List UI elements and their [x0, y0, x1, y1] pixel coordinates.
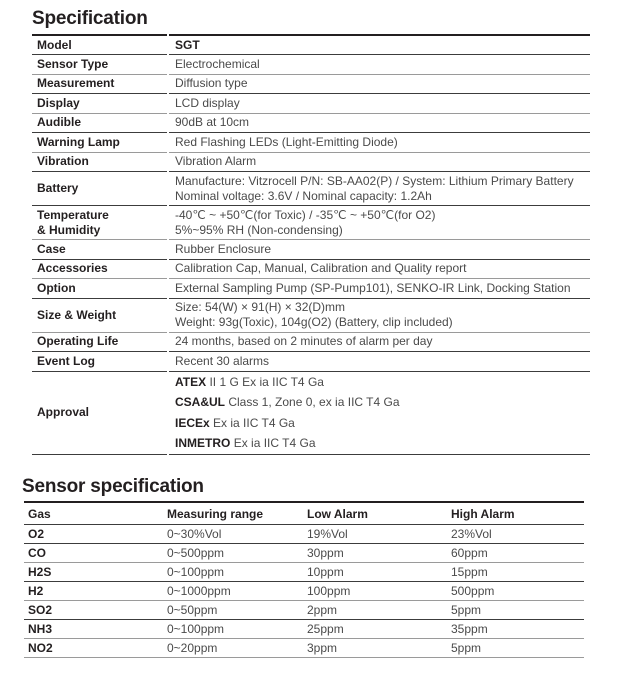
gas-name: H2 [28, 583, 44, 598]
spec-row-audible [32, 113, 590, 133]
measuring-range: 0~1000ppm [167, 583, 231, 598]
high-alarm: 15ppm [451, 564, 488, 579]
spec-value-line: 5%~95% RH (Non-condensing) [175, 222, 343, 237]
gas-name: NO2 [28, 640, 53, 655]
low-alarm: 10ppm [307, 564, 344, 579]
spec-value: Diffusion type [175, 76, 248, 91]
spec-label: Model [32, 35, 168, 55]
low-alarm: 19%Vol [307, 526, 348, 541]
specification-title: Specification [32, 8, 148, 29]
sensor-row-h2 [24, 582, 584, 601]
sensor-row-o2 [24, 525, 584, 544]
approval-inmetro [175, 433, 590, 454]
low-alarm: 30ppm [307, 545, 344, 560]
sensor-specification-title: Sensor specification [22, 476, 204, 497]
spec-value: Calibration Cap, Manual, Calibration and Quality report [175, 261, 467, 276]
approval-name: CSA&UL [175, 395, 225, 409]
spec-row-size-weight [32, 298, 590, 332]
spec-value [168, 172, 590, 206]
low-alarm: 100ppm [307, 583, 351, 598]
spec-row-vibration [32, 152, 590, 172]
spec-label-line: & Humidity [37, 222, 101, 237]
spec-row-approval [32, 371, 590, 454]
measuring-range: 0~50ppm [167, 602, 218, 617]
approval-value: Ex ia IIC T4 Ga [209, 415, 295, 430]
approval-atex [175, 372, 590, 393]
high-alarm: 23%Vol [451, 526, 492, 541]
spec-value-line: Nominal voltage: 3.6V / Nominal capacity: 1.2Ah [175, 188, 432, 203]
spec-label: Accessories [32, 259, 168, 279]
header-high-alarm: High Alarm [451, 506, 515, 521]
high-alarm: 5ppm [451, 602, 482, 617]
spec-label [32, 206, 168, 240]
approval-csa-ul [175, 392, 590, 413]
spec-value: SGT [175, 37, 200, 52]
measuring-range: 0~20ppm [167, 640, 218, 655]
gas-name: SO2 [28, 602, 53, 617]
spec-value: 24 months, based on 2 minutes of alarm per day [175, 334, 433, 349]
gas-name: O2 [28, 526, 45, 541]
spec-value: Rubber Enclosure [175, 241, 272, 256]
spec-row-model [32, 35, 590, 55]
spec-value-line: -40℃ ~ +50℃(for Toxic) / -35℃ ~ +50℃(for O2) [175, 207, 436, 222]
header-low-alarm: Low Alarm [307, 506, 368, 521]
sensor-row-co [24, 544, 584, 563]
spec-label: Sensor Type [32, 55, 168, 75]
spec-value: Vibration Alarm [175, 154, 257, 169]
high-alarm: 35ppm [451, 621, 488, 636]
sensor-row-h2s [24, 563, 584, 582]
spec-row-event-log [32, 352, 590, 372]
spec-label: Approval [32, 371, 168, 454]
spec-row-case [32, 240, 590, 260]
approval-value: II 1 G Ex ia IIC T4 Ga [206, 374, 324, 389]
approval-value: Class 1, Zone 0, ex ia IIC T4 Ga [228, 395, 400, 409]
specification-table [32, 34, 590, 455]
header-gas: Gas [28, 506, 51, 521]
spec-label: Warning Lamp [32, 133, 168, 153]
spec-label: Vibration [32, 152, 168, 172]
spec-label: Option [32, 279, 168, 299]
approval-name: IECEx [175, 415, 210, 430]
sensor-header-row [24, 502, 584, 525]
sensor-row-nh3 [24, 620, 584, 639]
spec-label: Display [32, 94, 168, 114]
spec-row-option [32, 279, 590, 299]
header-measuring-range: Measuring range [167, 506, 264, 521]
high-alarm: 5ppm [451, 640, 482, 655]
spec-row-operating-life [32, 332, 590, 352]
spec-label: Operating Life [32, 332, 168, 352]
measuring-range: 0~100ppm [167, 621, 225, 636]
spec-value-line: Manufacture: Vitzrocell P/N: SB-AA02(P) / System: Lithium Primary Battery [175, 173, 574, 188]
spec-label: Audible [32, 113, 168, 133]
spec-label-line: Temperature [37, 207, 109, 222]
spec-value-line: Size: 54(W) × 91(H) × 32(D)mm [175, 300, 346, 314]
spec-value: LCD display [175, 95, 240, 110]
sensor-row-no2 [24, 639, 584, 658]
spec-value: Red Flashing LEDs (Light-Emitting Diode) [175, 134, 398, 149]
spec-label: Size & Weight [32, 298, 168, 332]
spec-value: 90dB at 10cm [175, 115, 250, 130]
spec-row-measurement [32, 74, 590, 94]
gas-name: NH3 [28, 621, 53, 636]
spec-value [168, 298, 590, 332]
gas-name: H2S [28, 564, 52, 579]
spec-row-sensor-type [32, 55, 590, 75]
sensor-row-so2 [24, 601, 584, 620]
approval-name: ATEX [175, 374, 207, 389]
measuring-range: 0~100ppm [167, 564, 225, 579]
approval-value: Ex ia IIC T4 Ga [233, 436, 316, 450]
spec-row-display [32, 94, 590, 114]
spec-value: Recent 30 alarms [175, 353, 270, 368]
approval-iecex [175, 413, 590, 434]
spec-row-warning-lamp [32, 133, 590, 153]
spec-label: Measurement [32, 74, 168, 94]
spec-row-accessories [32, 259, 590, 279]
spec-row-temperature-humidity [32, 206, 590, 240]
spec-label: Battery [32, 172, 168, 206]
sensor-specification-table [24, 501, 584, 658]
measuring-range: 0~500ppm [167, 545, 225, 560]
spec-value [168, 371, 590, 454]
measuring-range: 0~30%Vol [167, 526, 222, 541]
spec-value-line: Weight: 93g(Toxic), 104g(O2) (Battery, clip included) [175, 315, 453, 329]
high-alarm: 500ppm [451, 583, 495, 598]
spec-label: Event Log [32, 352, 168, 372]
low-alarm: 2ppm [307, 602, 338, 617]
spec-row-battery [32, 172, 590, 206]
high-alarm: 60ppm [451, 545, 488, 560]
spec-value: Electrochemical [175, 56, 260, 71]
spec-value: External Sampling Pump (SP-Pump101), SENKO-IR Link, Docking Station [175, 280, 571, 295]
low-alarm: 25ppm [307, 621, 344, 636]
spec-value [168, 206, 590, 240]
low-alarm: 3ppm [307, 640, 338, 655]
gas-name: CO [28, 545, 46, 560]
approval-name: INMETRO [175, 436, 231, 450]
spec-label: Case [32, 240, 168, 260]
